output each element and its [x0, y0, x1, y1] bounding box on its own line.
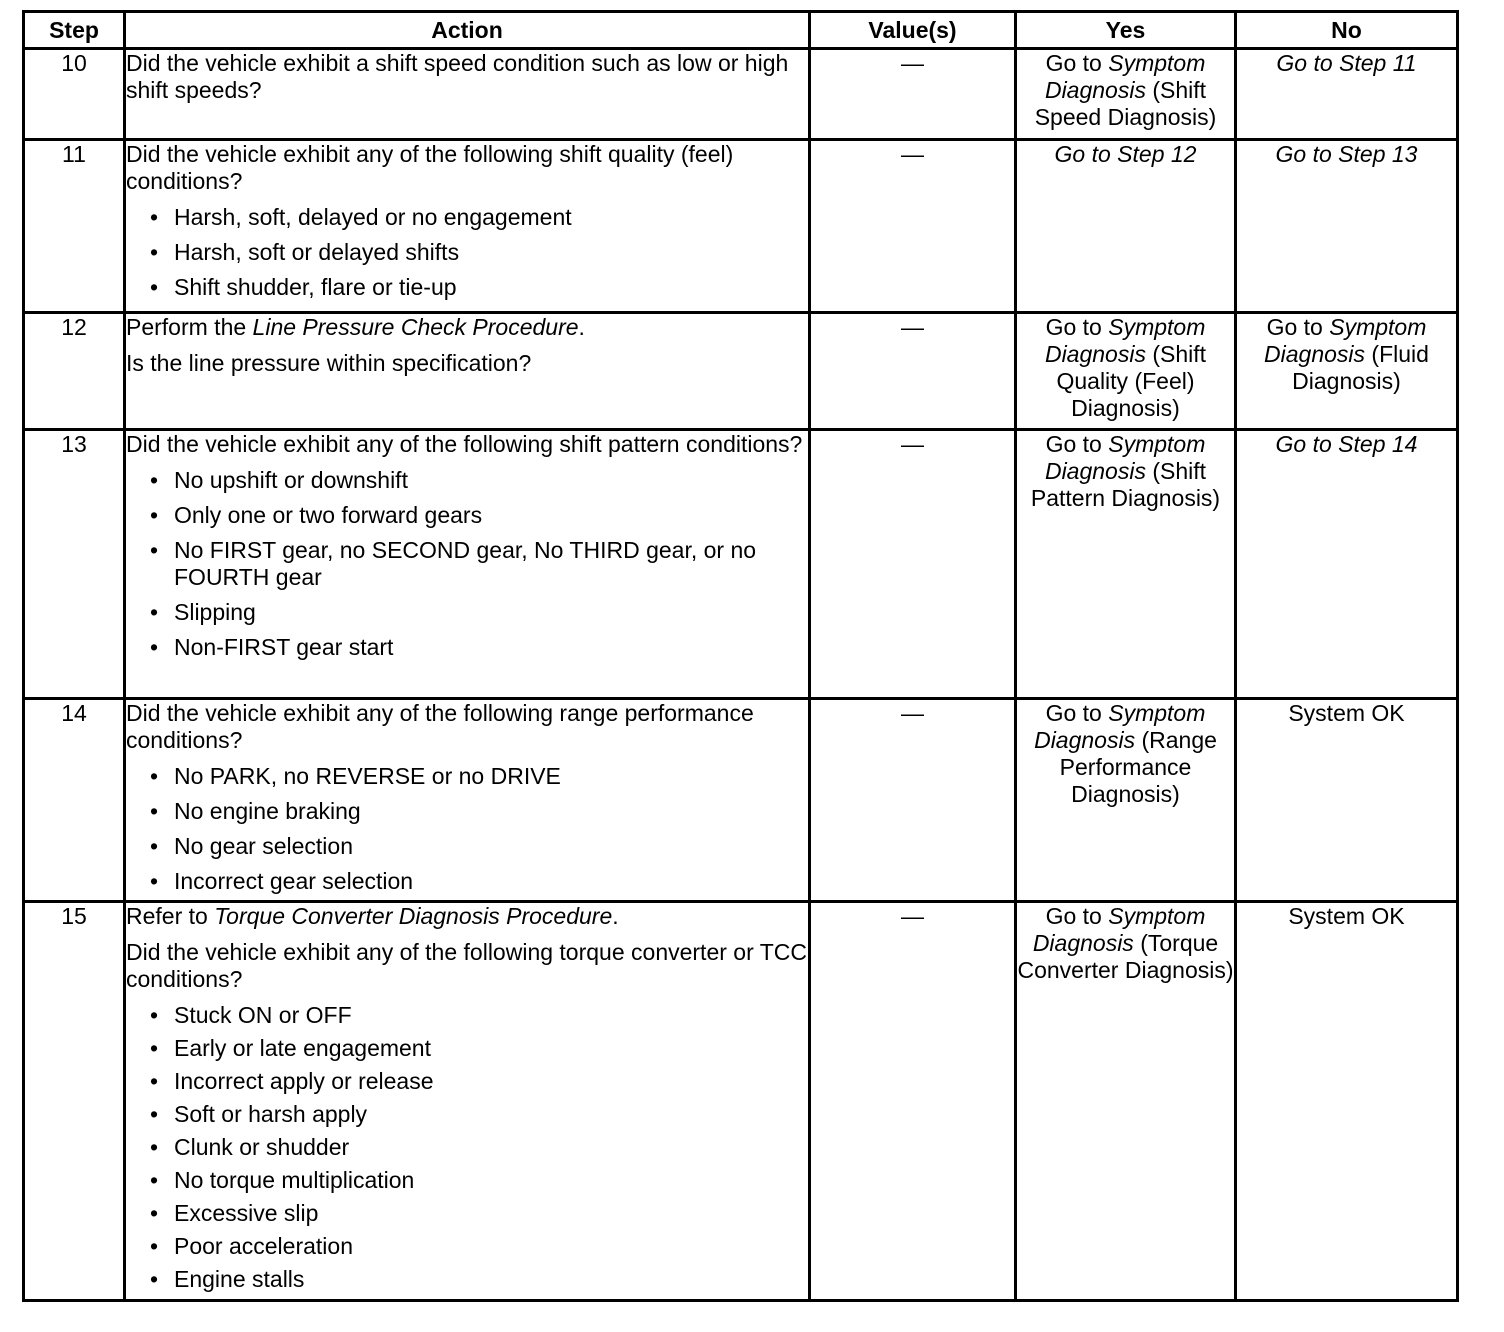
list-item: • No engine braking: [150, 798, 361, 824]
yes-cell: Go to Symptom Diagnosis (Torque Converter Diagnosis): [1016, 902, 1236, 1301]
header-no: No: [1236, 12, 1458, 49]
action-cell: [125, 140, 810, 313]
diagnostic-table: [22, 10, 1459, 1302]
action-text: Did the vehicle exhibit any of the following shift pattern conditions?: [126, 431, 803, 457]
list-item: • Only one or two forward gears: [150, 502, 483, 528]
list-item: • Poor acceleration: [150, 1233, 353, 1259]
condition-list: [126, 467, 808, 661]
list-item: • Slipping: [150, 599, 256, 625]
action-text: Perform the Line Pressure Check Procedure.: [126, 314, 585, 340]
table-row: [24, 140, 1458, 313]
list-item: • No torque multiplication: [150, 1167, 415, 1193]
value-cell: —: [810, 430, 1016, 699]
no-cell: System OK: [1236, 699, 1458, 902]
list-item: • Engine stalls: [150, 1266, 305, 1292]
action-cell: [125, 902, 810, 1301]
action-question: Is the line pressure within specification?: [126, 350, 532, 376]
condition-list: [126, 204, 808, 301]
condition-list: [126, 1002, 808, 1293]
header-row: [24, 12, 1458, 49]
step-number: 11: [24, 140, 125, 313]
no-cell: Go to Step 13: [1236, 140, 1458, 313]
list-item: • Shift shudder, flare or tie-up: [150, 274, 457, 300]
list-item: • Harsh, soft or delayed shifts: [150, 239, 460, 265]
action-text: Did the vehicle exhibit any of the following range performance conditions?: [126, 700, 754, 753]
yes-cell: Go to Symptom Diagnosis (Shift Speed Diagnosis): [1016, 49, 1236, 140]
action-text: Refer to Torque Converter Diagnosis Procedure.: [126, 903, 619, 929]
yes-cell: Go to Symptom Diagnosis (Range Performance Diagnosis): [1016, 699, 1236, 902]
list-item: • Non-FIRST gear start: [150, 634, 394, 660]
no-cell: Go to Symptom Diagnosis (Fluid Diagnosis): [1236, 313, 1458, 430]
action-cell: [125, 313, 810, 430]
table-row: [24, 902, 1458, 1301]
condition-list: [126, 763, 808, 895]
value-cell: —: [810, 49, 1016, 140]
header-values: Value(s): [810, 12, 1016, 49]
table-row: [24, 313, 1458, 430]
yes-cell: Go to Symptom Diagnosis (Shift Quality (Feel) Diagnosis): [1016, 313, 1236, 430]
no-cell: System OK: [1236, 902, 1458, 1301]
action-cell: [125, 430, 810, 699]
list-item: • No gear selection: [150, 833, 353, 859]
table-row: [24, 699, 1458, 902]
list-item: • Excessive slip: [150, 1200, 319, 1226]
value-cell: —: [810, 902, 1016, 1301]
list-item: • Stuck ON or OFF: [150, 1002, 352, 1028]
list-item: • Clunk or shudder: [150, 1134, 350, 1160]
no-cell: Go to Step 14: [1236, 430, 1458, 699]
step-number: 13: [24, 430, 125, 699]
step-number: 12: [24, 313, 125, 430]
list-item: • Soft or harsh apply: [150, 1101, 368, 1127]
table-row: [24, 430, 1458, 699]
value-cell: —: [810, 313, 1016, 430]
value-cell: —: [810, 699, 1016, 902]
action-text: Did the vehicle exhibit a shift speed condition such as low or high shift speeds?: [126, 50, 789, 103]
list-item: • Harsh, soft, delayed or no engagement: [150, 204, 572, 230]
action-cell: [125, 699, 810, 902]
action-text: Did the vehicle exhibit any of the following shift quality (feel) conditions?: [126, 141, 734, 194]
step-number: 14: [24, 699, 125, 902]
list-item: • Early or late engagement: [150, 1035, 431, 1061]
list-item: • No FIRST gear, no SECOND gear, No THIRD gear, or no FOURTH gear: [150, 537, 757, 590]
list-item: • Incorrect gear selection: [150, 868, 414, 894]
header-action: Action: [125, 12, 810, 49]
list-item: • Incorrect apply or release: [150, 1068, 434, 1094]
header-yes: Yes: [1016, 12, 1236, 49]
table-row: [24, 49, 1458, 140]
yes-cell: Go to Step 12: [1016, 140, 1236, 313]
action-question: Did the vehicle exhibit any of the following torque converter or TCC conditions?: [126, 939, 807, 992]
list-item: • No PARK, no REVERSE or no DRIVE: [150, 763, 561, 789]
no-cell: Go to Step 11: [1236, 49, 1458, 140]
step-number: 10: [24, 49, 125, 140]
step-number: 15: [24, 902, 125, 1301]
value-cell: —: [810, 140, 1016, 313]
action-cell: [125, 49, 810, 140]
list-item: • No upshift or downshift: [150, 467, 408, 493]
header-step: Step: [24, 12, 125, 49]
yes-cell: Go to Symptom Diagnosis (Shift Pattern Diagnosis): [1016, 430, 1236, 699]
